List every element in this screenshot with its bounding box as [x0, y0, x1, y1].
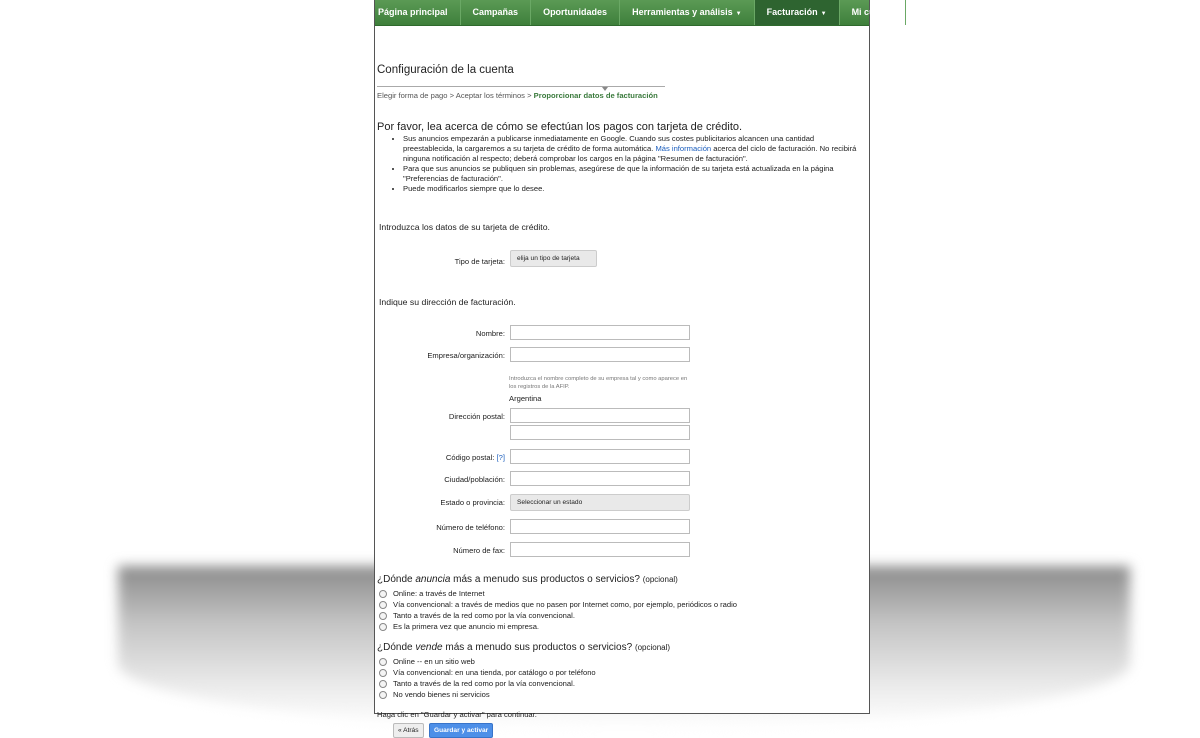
question-text: más a menudo sus productos o servicios?	[450, 574, 640, 585]
progress-line	[377, 86, 665, 87]
advertise-option-both[interactable]	[379, 611, 575, 620]
name-field[interactable]	[510, 325, 690, 340]
list-item: • Para que sus anuncios se publiquen sin problemas, asegúrese de que la información de su tarjeta está actualizada en la página "Preferencias de facturación".	[403, 164, 863, 184]
option-label: Tanto a través de la red como por la vía convencional.	[393, 611, 575, 620]
radio-button[interactable]	[379, 612, 387, 620]
radio-button[interactable]	[379, 680, 387, 688]
bullet-text: acerca del ciclo de facturación. No recibirá ninguna notificación al respecto; deberá comprobar los cargos en la página "Resumen de facturación".	[403, 144, 857, 163]
fax-field[interactable]	[510, 542, 690, 557]
continue-instructions: Haga clic en "Guardar y activar" para continuar.	[377, 710, 537, 719]
address-section-heading: Indique su dirección de facturación.	[379, 297, 516, 307]
option-label: Online: a través de Internet	[393, 589, 485, 598]
radio-button[interactable]	[379, 691, 387, 699]
option-label: Es la primera vez que anuncio mi empresa.	[393, 622, 540, 631]
postal-address-line2-field[interactable]	[510, 425, 690, 440]
card-type-label: Tipo de tarjeta:	[454, 257, 505, 266]
advertise-question	[377, 574, 678, 585]
fax-label: Número de fax:	[453, 546, 505, 555]
option-label: No vendo bienes ni servicios	[393, 690, 490, 699]
list-item: • Puede modificarlos siempre que lo desee.	[403, 184, 863, 194]
question-text: ¿Dónde	[377, 574, 416, 585]
step-separator: >	[527, 91, 532, 100]
step-separator: >	[449, 91, 455, 100]
postal-code-label-text: Código postal:	[445, 453, 495, 462]
nav-my-account[interactable]: Mi cuenta	[840, 0, 907, 25]
sell-option-both[interactable]	[379, 679, 575, 688]
radio-button[interactable]	[379, 623, 387, 631]
page-title: Configuración de la cuenta	[377, 64, 514, 76]
card-section-heading: Introduzca los datos de su tarjeta de crédito.	[379, 222, 550, 232]
bullet-text: Sus anuncios empezarán a publicarse inmediatamente en Google. Cuando sus costes publicitarios alcancen una cantidad preestablecida, la cargaremos a su tarjeta de crédito de forma automática.	[403, 134, 815, 153]
option-label: Tanto a través de la red como por la vía convencional.	[393, 679, 575, 688]
dropdown-arrow-icon: ▼	[735, 11, 742, 17]
setup-steps	[377, 91, 658, 100]
postal-code-label	[375, 453, 505, 462]
state-label: Estado o provincia:	[440, 498, 505, 507]
nav-billing-label: Facturación	[766, 7, 818, 17]
nav-home[interactable]: Página principal	[375, 0, 461, 25]
dropdown-arrow-icon: ▼	[820, 11, 827, 17]
sell-question	[377, 642, 670, 653]
card-type-select[interactable]: elija un tipo de tarjeta	[510, 250, 597, 267]
step-choose-payment: Elegir forma de pago	[377, 91, 448, 100]
postal-code-field[interactable]	[510, 449, 690, 464]
company-field[interactable]	[510, 347, 690, 362]
billing-setup-page	[374, 0, 894, 734]
radio-button[interactable]	[379, 590, 387, 598]
sell-option-offline[interactable]	[379, 668, 596, 677]
advertise-option-online[interactable]	[379, 589, 485, 598]
payment-info-heading: Por favor, lea acerca de cómo se efectúan los pagos con tarjeta de crédito.	[377, 121, 743, 133]
step-billing-data: Proporcionar datos de facturación	[533, 91, 658, 100]
nav-tools-label: Herramientas y análisis	[632, 7, 733, 17]
radio-button[interactable]	[379, 658, 387, 666]
name-label: Nombre:	[475, 329, 505, 338]
optional-tag: (opcional)	[642, 575, 678, 584]
question-text: más a menudo sus productos o servicios?	[442, 642, 633, 653]
nav-billing[interactable]	[755, 0, 840, 25]
city-label: Ciudad/población:	[444, 475, 505, 484]
top-navigation	[375, 0, 894, 26]
sell-option-online[interactable]	[379, 657, 475, 666]
company-hint: Introduzca el nombre completo de su empresa tal y como aparece en los registros de la AFIP.	[509, 376, 688, 390]
postal-address-label: Dirección postal:	[448, 412, 505, 421]
state-select[interactable]: Seleccionar un estado	[510, 494, 690, 511]
sell-option-none[interactable]	[379, 690, 490, 699]
nav-campaigns[interactable]: Campañas	[461, 0, 532, 25]
postal-code-help-link[interactable]: [?]	[496, 453, 505, 462]
country-value: Argentina	[509, 394, 542, 403]
list-item	[403, 134, 863, 164]
step-accept-terms: Aceptar los términos	[455, 91, 525, 100]
save-and-activate-button[interactable]: Guardar y activar	[429, 723, 493, 738]
back-button[interactable]: « Atrás	[393, 723, 424, 738]
phone-field[interactable]	[510, 519, 690, 534]
option-label: Vía convencional: en una tienda, por catálogo o por teléfono	[393, 668, 596, 677]
phone-label: Número de teléfono:	[436, 523, 505, 532]
question-emphasis: anuncia	[415, 574, 451, 585]
option-label: Online -- en un sitio web	[393, 657, 475, 666]
radio-button[interactable]	[379, 601, 387, 609]
postal-address-line1-field[interactable]	[510, 408, 690, 423]
question-emphasis: vende	[415, 642, 443, 653]
city-field[interactable]	[510, 471, 690, 486]
more-info-link[interactable]: Más información	[655, 144, 712, 153]
nav-opportunities[interactable]: Oportunidades	[531, 0, 620, 25]
advertise-option-first-time[interactable]	[379, 622, 539, 631]
advertise-option-offline[interactable]	[379, 600, 737, 609]
payment-info-list	[393, 134, 863, 194]
question-text: ¿Dónde	[377, 642, 416, 653]
optional-tag: (opcional)	[634, 643, 671, 652]
nav-tools[interactable]	[620, 0, 755, 25]
company-label: Empresa/organización:	[427, 351, 505, 360]
radio-button[interactable]	[379, 669, 387, 677]
option-label: Vía convencional: a través de medios que no pasen por Internet como, por ejemplo, periódicos o radio	[393, 600, 738, 609]
